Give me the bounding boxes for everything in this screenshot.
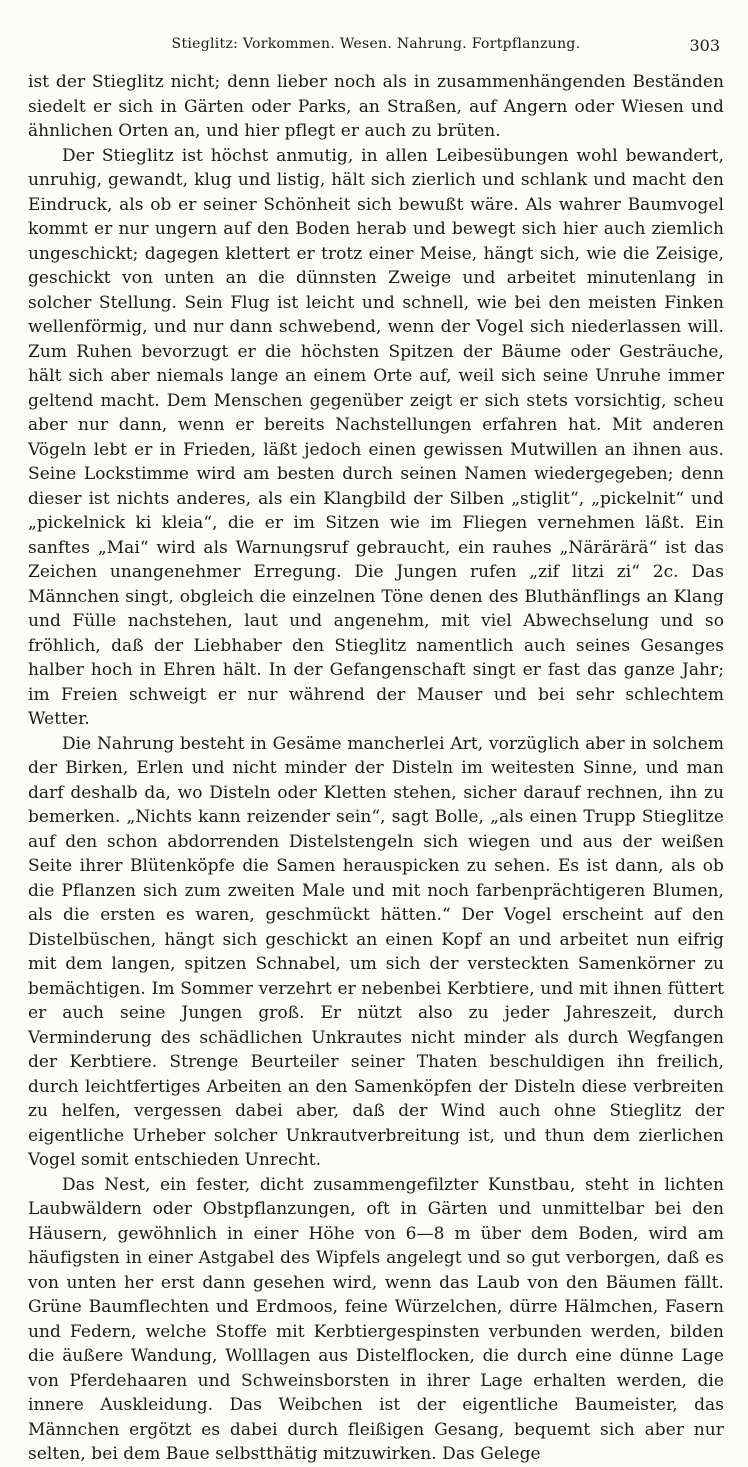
page-number: 303: [689, 36, 720, 55]
paragraph-behavior: Der Stieglitz ist höchst anmutig, in allen Leibesübungen wohl bewandert, unruhig, gewandt, klug und listig, hält sich zierlich und schlank und macht den Eindruck, als ob er seiner Schönheit sich bewußt wäre. Als wahrer Baumvogel kommt er nur ungern auf den Boden herab und bewegt sich hier auch ziemlich ungeschickt; dagegen klettert er trotz einer Meise, hängt sich, wie die Zeisige, geschickt von unten an die dünnsten Zweige und arbeitet minutenlang in solcher Stellung. Sein Flug ist leicht und schnell, wie bei den meisten Finken wellenförmig, und nur dann schwebend, wenn der Vogel sich niederlassen will. Zum Ruhen bevorzugt er die höchsten Spitzen der Bäume oder Gesträuche, hält sich aber niemals lange an einem Orte auf, weil sich seine Unruhe immer geltend macht. Dem Menschen gegenüber zeigt er sich stets vorsichtig, scheu aber nur dann, wenn er bereits Nachstellungen erfahren hat. Mit anderen Vögeln lebt er in Frieden, läßt jedoch einen gewissen Mutwillen an ihnen aus. Seine Lockstimme wird am besten durch seinen Namen wiedergegeben; denn dieser ist nichts anderes, als ein Klangbild der Silben „stiglit“, „pickelnit“ und „pickelnick ki kleia“, die er im Sitzen wie im Fliegen vernehmen läßt. Ein sanftes „Mai“ wird als Warnungsruf gebraucht, ein rauhes „Närärärä“ ist das Zeichen unangenehmer Erregung. Die Jungen rufen „zif litzi zi“ 2c. Das Männchen singt, obgleich die einzelnen Töne denen des Bluthänflings an Klang und Fülle nachstehen, laut und angenehm, mit viel Abwechselung und so fröhlich, daß der Liebhaber den Stieglitz namentlich auch seines Gesanges halber hoch in Ehren hält. In der Gefangenschaft singt er fast das ganze Jahr; im Freien schweigt er nur während der Mauser und bei sehr schlechtem Wetter.: [28, 145, 724, 729]
paragraph-continuation: ist der Stieglitz nicht; denn lieber noch als in zusammenhängenden Beständen siedelt er sich in Gärten oder Parks, an Straßen, auf Angern oder Wiesen und ähnlichen Orten an, und hier pflegt er auch zu brüten.: [28, 72, 724, 141]
body-text: [28, 70, 724, 1467]
running-title: Stieglitz: Vorkommen. Wesen. Nahrung. Fortpflanzung.: [171, 36, 581, 52]
page-header: [28, 36, 724, 60]
paragraph-nest: Das Nest, ein fester, dicht zusammengefilzter Kunstbau, steht in lichten Laubwäldern oder Obstpflanzungen, oft in Gärten und unmittelbar bei den Häusern, gewöhnlich in einer Höhe von 6—8 m über dem Boden, wird am häufigsten in einer Astgabel des Wipfels angelegt und so gut verborgen, daß es von unten her erst dann gesehen wird, wenn das Laub von den Bäumen fällt. Grüne Baumflechten und Erdmoos, feine Würzelchen, dürre Hälmchen, Fasern und Federn, welche Stoffe mit Kerbtiergespinsten verbunden werden, bilden die äußere Wandung, Wolllagen aus Distelflocken, die durch eine dünne Lage von Pferdehaaren und Schweinsborsten in ihrer Lage erhalten werden, die innere Auskleidung. Das Weibchen ist der eigentliche Baumeister, das Männchen ergötzt es dabei durch fleißigen Gesang, bequemt sich aber nur selten, bei dem Baue selbstthätig mitzuwirken. Das Gelege: [28, 1174, 724, 1464]
paragraph-food: Die Nahrung besteht in Gesäme mancherlei Art, vorzüglich aber in solchem der Birken, Erlen und nicht minder der Disteln im weitesten Sinne, und man darf deshalb da, wo Disteln oder Kletten stehen, sicher darauf rechnen, ihn zu bemerken. „Nichts kann reizender sein“, sagt Bolle, „als einen Trupp Stieglitze auf den schon abdorrenden Distelstengeln sich wiegen und aus der weißen Seite ihrer Blütenköpfe die Samen herauspicken zu sehen. Es ist dann, als ob die Pflanzen sich zum zweiten Male und mit noch farbenprächtigeren Blumen, als die ersten es waren, geschmückt hätten.“ Der Vogel erscheint auf den Distelbüschen, hängt sich geschickt an einen Kopf an und arbeitet nun eifrig mit dem langen, spitzen Schnabel, um sich der versteckten Samenkörner zu bemächtigen. Im Sommer verzehrt er nebenbei Kerbtiere, und mit ihnen füttert er auch seine Jungen groß. Er nützt also zu jeder Jahreszeit, durch Verminderung des schädlichen Unkrautes nicht minder als durch Wegfangen der Kerbtiere. Strenge Beurteiler seiner Thaten beschuldigen ihn freilich, durch leichtfertiges Arbeiten an den Samenköpfen der Disteln diese verbreiten zu helfen, vergessen dabei aber, daß der Wind auch ohne Stieglitz der eigentliche Urheber solcher Unkrautverbreitung ist, und thun dem zierlichen Vogel somit entschieden Unrecht.: [28, 733, 724, 1170]
